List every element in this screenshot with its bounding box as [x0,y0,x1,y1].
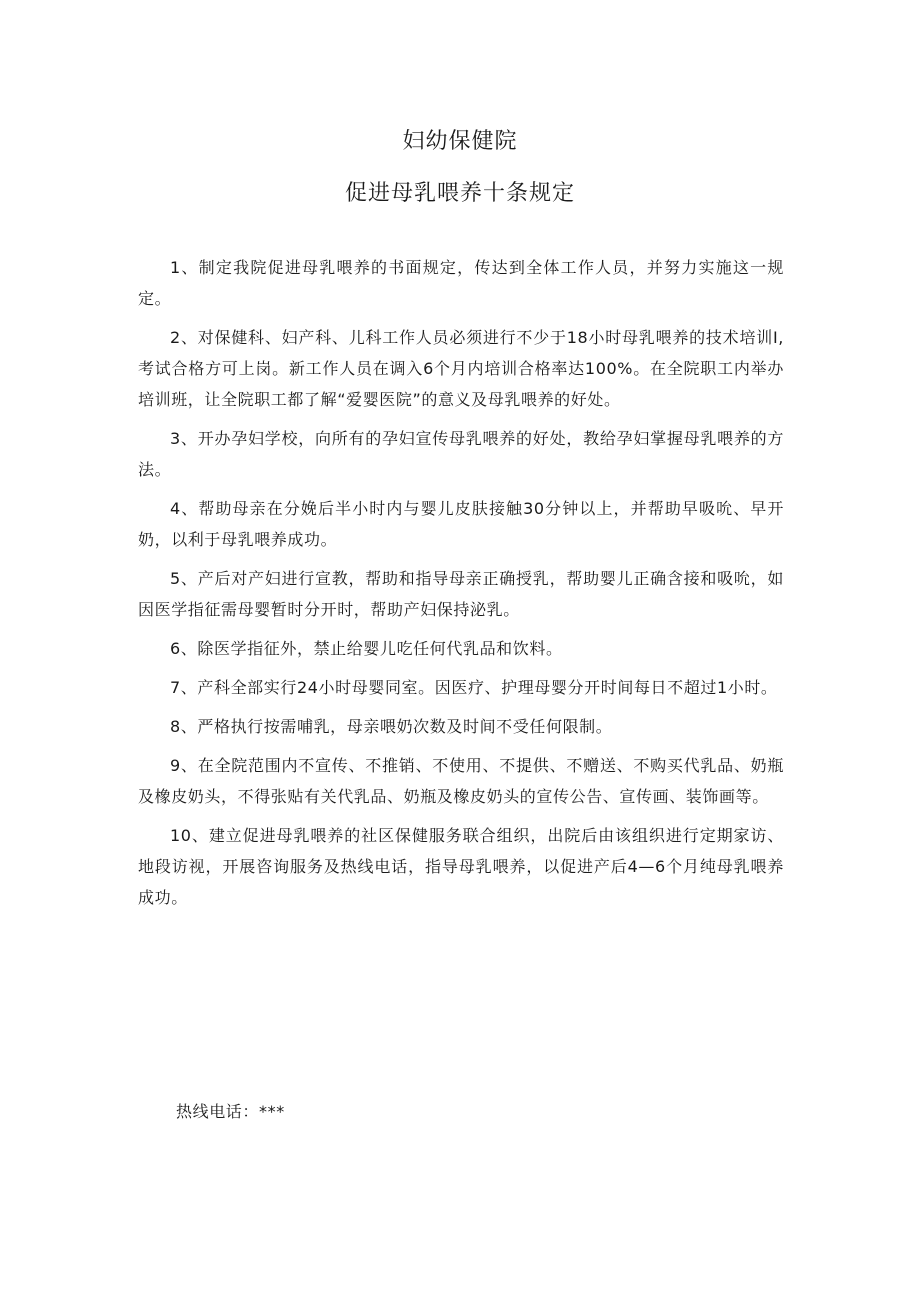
clause-3: 3、开办孕妇学校，向所有的孕妇宣传母乳喂养的好处，教给孕妇掌握母乳喂养的方法。 [138,429,784,479]
clause-2: 2、对保健科、妇产科、儿科工作人员必须进行不少于18小时母乳喂养的技术培训I,考试合格方可上岗。新工作人员在调入6个月内培训合格率达100%。在全院职工内举办培训班，让全院职工都了解“爱婴医院”的意义及母乳喂养的好处。 [138,328,784,409]
clause-5: 5、产后对产妇进行宣教，帮助和指导母亲正确授乳，帮助婴儿正确含接和吸吮，如因医学指征需母婴暂时分开时，帮助产妇保持泌乳。 [138,569,784,619]
clause-6: 6、除医学指征外，禁止给婴儿吃任何代乳品和饮料。 [170,639,563,658]
clause-10: 10、建立促进母乳喂养的社区保健服务联合组织，出院后由该组织进行定期家访、地段访视，开展咨询服务及热线电话，指导母乳喂养，以促进产后4—6个月纯母乳喂养成功。 [138,826,784,907]
clause-4: 4、帮助母亲在分娩后半小时内与婴儿皮肤接触30分钟以上，并帮助早吸吮、早开奶，以利于母乳喂养成功。 [138,499,784,549]
institution-title: 妇幼保健院 [402,129,518,154]
clause-7: 7、产科全部实行24小时母婴同室。因医疗、护理母婴分开时间每日不超过1小时。 [170,678,778,697]
clause-8: 8、严格执行按需哺乳，母亲喂奶次数及时间不受任何限制。 [170,717,613,736]
hotline-text: 热线电话：*** [176,1102,285,1121]
clause-1: 1、制定我院促进母乳喂养的书面规定，传达到全体工作人员，并努力实施这一规定。 [138,258,784,308]
clause-9: 9、在全院范围内不宣传、不推销、不使用、不提供、不赠送、不购买代乳品、奶瓶及橡皮奶头，不得张贴有关代乳品、奶瓶及橡皮奶头的宣传公告、宣传画、装饰画等。 [138,756,784,806]
clause-list [138,252,784,921]
document-title: 促进母乳喂养十条规定 [344,181,575,206]
